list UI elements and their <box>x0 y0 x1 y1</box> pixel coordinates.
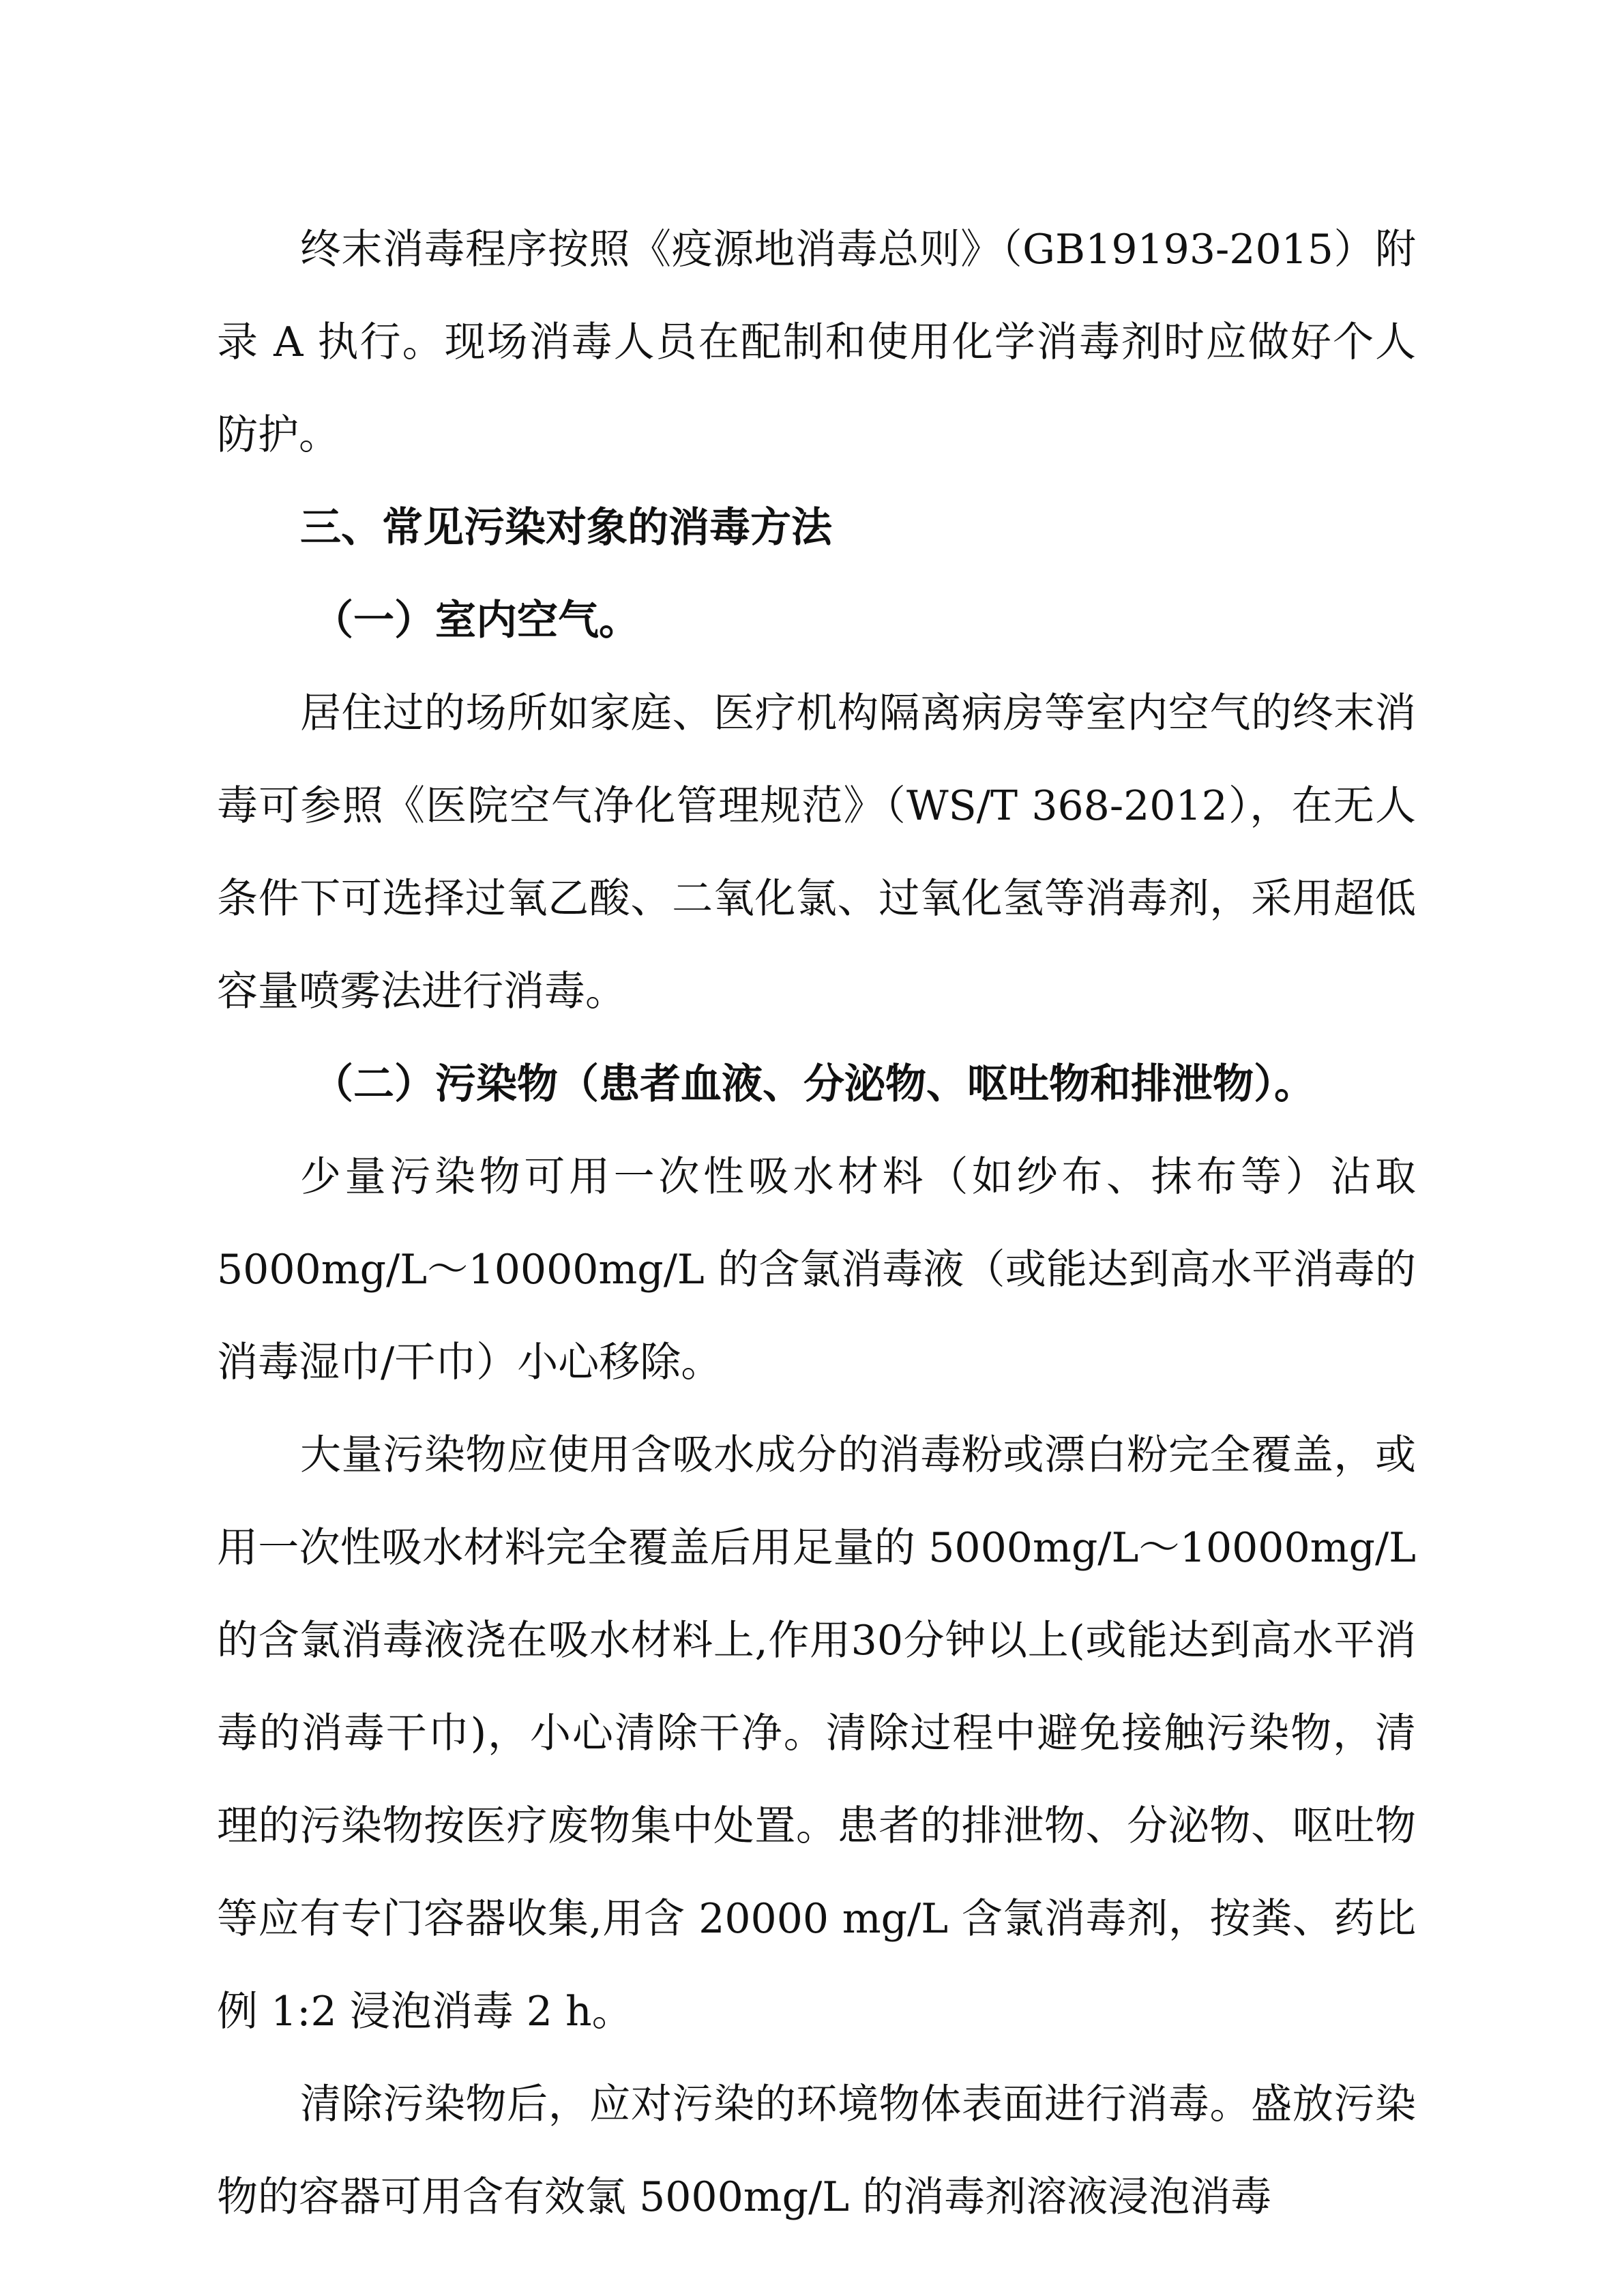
paragraph-large-contaminants: 大量污染物应使用含吸水成分的消毒粉或漂白粉完全覆盖，或用一次性吸水材料完全覆盖后用足量的 5000mg/L～10000mg/L的含氯消毒液浇在吸水材料上,作用30分钟以上(或能达到高水平消毒的消毒干巾)，小心清除干净。清除过程中避免接触污染物，清理的污染物按医疗废物集中处置。患者的排泄物、分泌物、呕吐物等应有专门容器收集,用含 20000 mg/L 含氯消毒剂，按粪、药比例 1:2 浸泡消毒 2 h。 <box>217 1431 1416 2036</box>
paragraph-indoor-air: 居住过的场所如家庭、医疗机构隔离病房等室内空气的终末消毒可参照《医院空气净化管理规范》（WS/T 368-2012），在无人条件下可选择过氧乙酸、二氧化氯、过氧化氢等消毒剂，采用超低容量喷雾法进行消毒。 <box>217 689 1416 1015</box>
paragraph-small-contaminants: 少量污染物可用一次性吸水材料（如纱布、抹布等）沾取5000mg/L～10000mg/L 的含氯消毒液（或能达到高水平消毒的消毒湿巾/干巾）小心移除。 <box>217 1153 1416 1386</box>
section-heading-disinfection-methods: 三、常见污染对象的消毒方法 <box>300 504 832 552</box>
paragraph-terminal-disinfection: 终末消毒程序按照《疫源地消毒总则》（GB19193-2015）附录 A 执行。现场消毒人员在配制和使用化学消毒剂时应做好个人防护。 <box>217 226 1416 459</box>
document-body <box>217 203 1416 2243</box>
subheading-indoor-air: （一）室内空气。 <box>312 597 640 644</box>
subheading-contaminants: （二）污染物（患者血液、分泌物、呕吐物和排泄物）。 <box>312 1060 1315 1108</box>
paragraph-after-removal: 清除污染物后，应对污染的环境物体表面进行消毒。盛放污染物的容器可用含有效氯 5000mg/L 的消毒剂溶液浸泡消毒 <box>217 2081 1416 2221</box>
